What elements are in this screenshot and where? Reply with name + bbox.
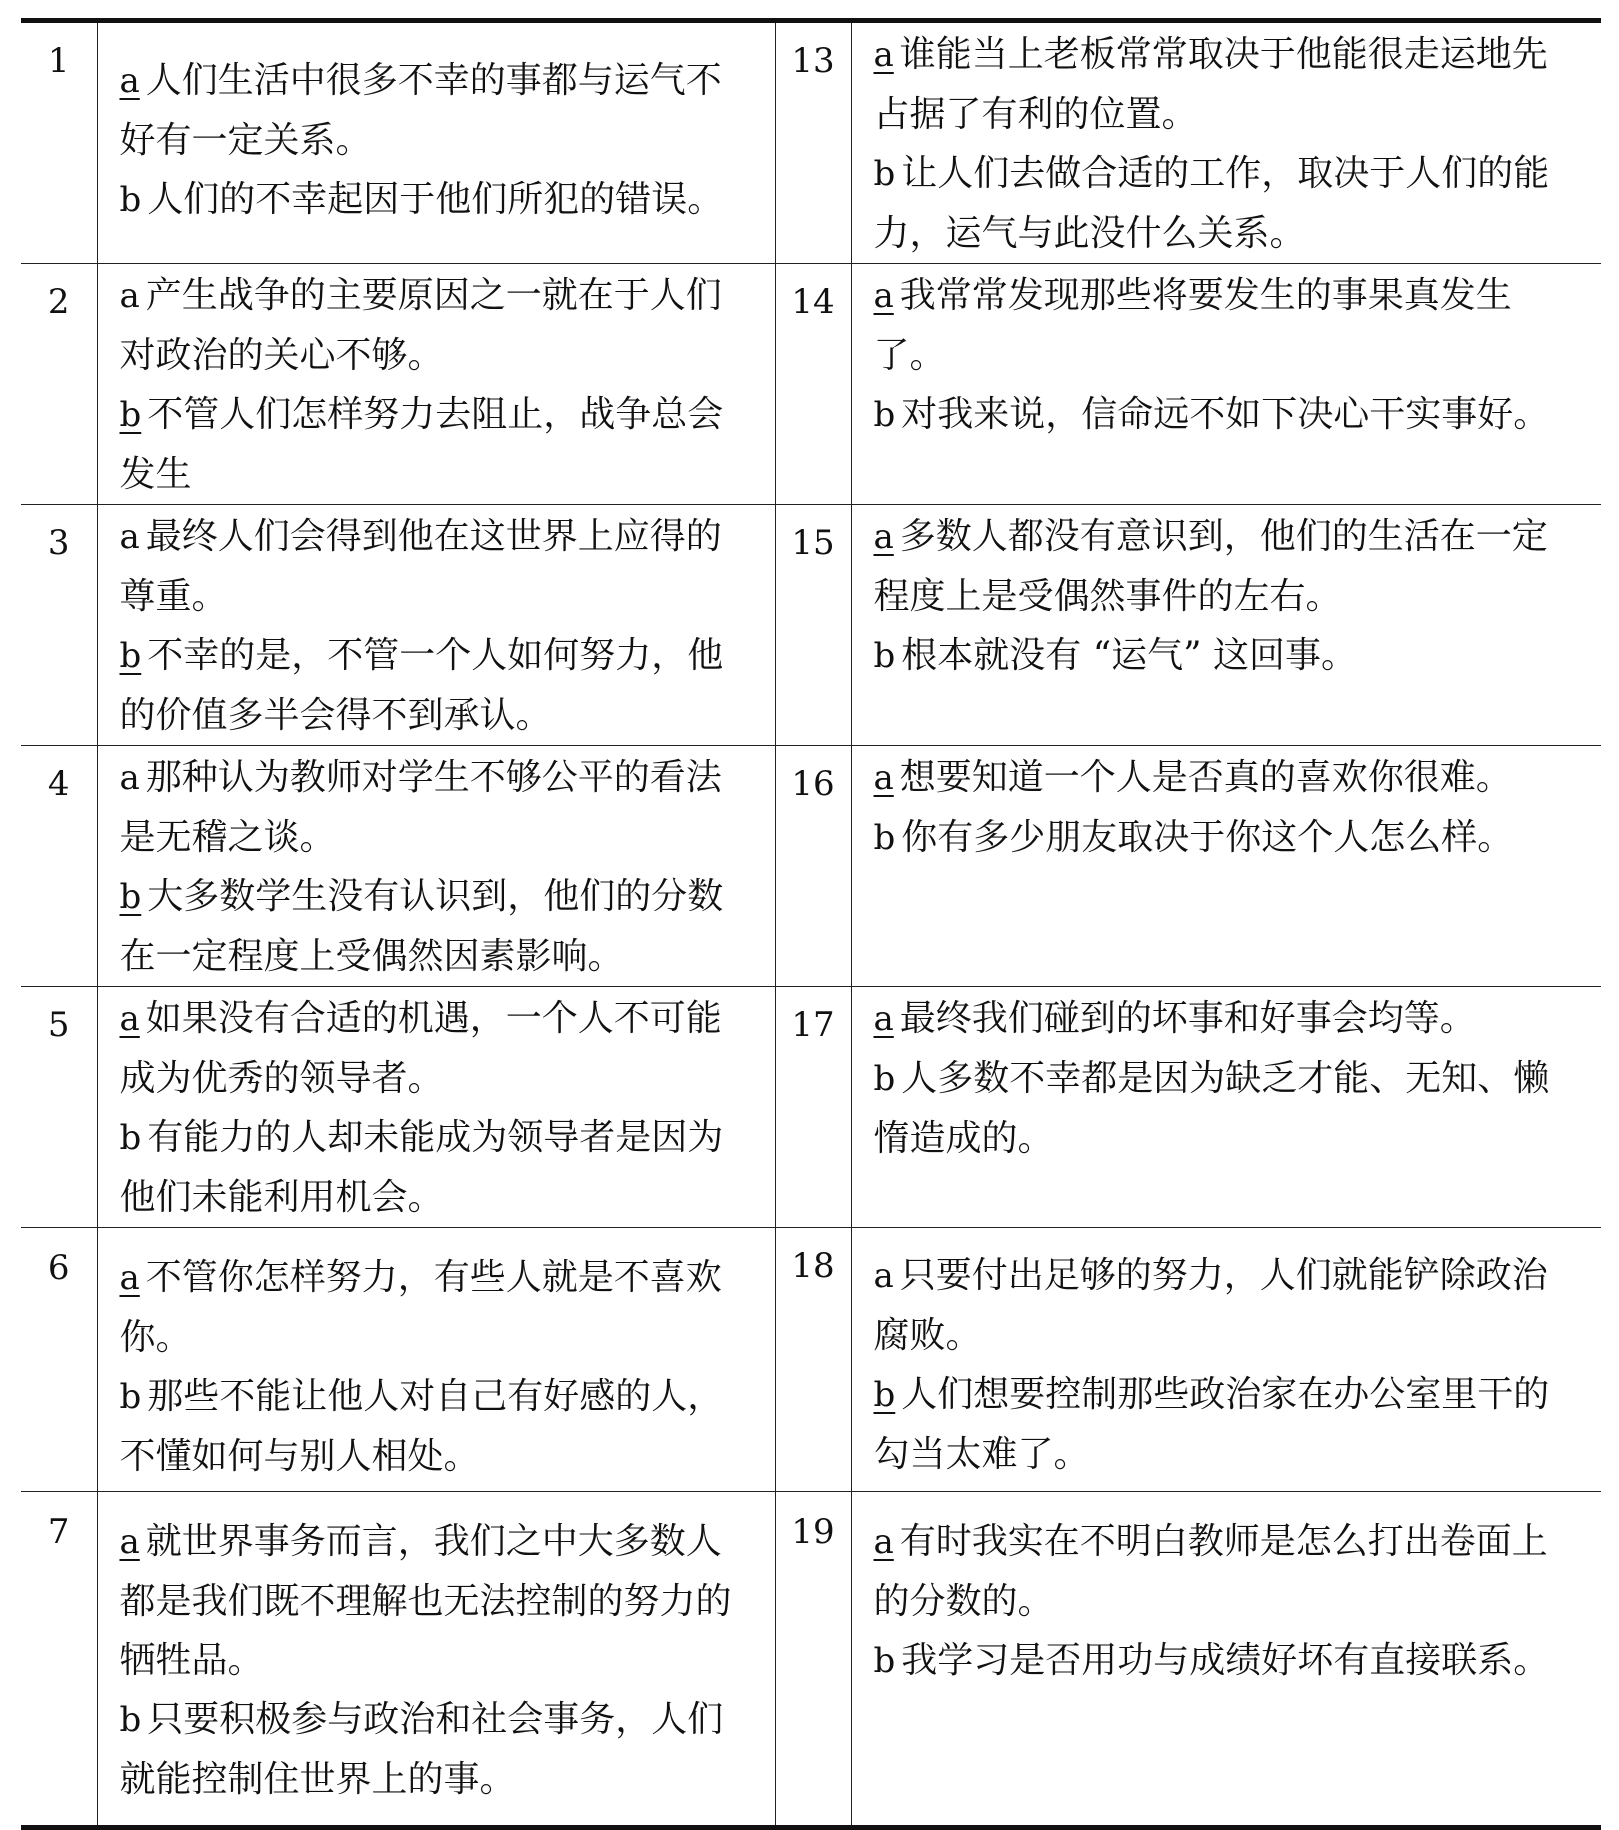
option-a[interactable] — [120, 1512, 755, 1690]
question-number: 15 — [775, 505, 851, 746]
option-b[interactable] — [120, 626, 755, 745]
option-text-a: 我常常发现那些将要发生的事果真发生了。 — [873, 275, 1512, 376]
option-b[interactable] — [120, 1690, 755, 1809]
option-letter-a: a — [873, 276, 894, 316]
option-text-a: 如果没有合适的机遇，一个人不可能成为优秀的领导者。 — [119, 998, 722, 1099]
option-text-a: 那种认为教师对学生不够公平的看法是无稽之谈。 — [119, 757, 722, 858]
option-a[interactable] — [874, 989, 1582, 1049]
option-text-b: 人们想要控制那些政治家在办公室里干的勾当太难了。 — [873, 1374, 1550, 1475]
question-options — [851, 1492, 1601, 1828]
option-text-a: 就世界事务而言，我们之中大多数人都是我们既不理解也无法控制的努力的牺牲品。 — [119, 1521, 732, 1681]
option-letter-b: b — [119, 395, 142, 435]
question-number: 17 — [775, 987, 851, 1228]
option-letter-a: a — [873, 999, 894, 1039]
option-letter-b: b — [119, 180, 142, 220]
option-b[interactable] — [120, 1108, 755, 1227]
option-a[interactable] — [874, 25, 1582, 144]
option-letter-a: a — [873, 1256, 894, 1296]
option-text-b: 大多数学生没有认识到，他们的分数在一定程度上受偶然因素影响。 — [119, 876, 724, 977]
option-text-b: 不幸的是，不管一个人如何努力，他的价值多半会得不到承认。 — [119, 635, 724, 736]
option-b[interactable] — [874, 1631, 1582, 1691]
option-text-b: 让人们去做合适的工作，取决于人们的能力，运气与此没什么关系。 — [873, 153, 1550, 254]
option-b[interactable] — [874, 808, 1582, 868]
option-a[interactable] — [874, 1246, 1582, 1365]
option-b[interactable] — [120, 385, 755, 504]
option-a[interactable] — [874, 266, 1582, 385]
option-letter-b: b — [873, 154, 896, 194]
question-options — [851, 264, 1601, 505]
questionnaire-table-wrapper — [21, 18, 1601, 1830]
question-number: 14 — [775, 264, 851, 505]
question-number: 3 — [21, 505, 97, 746]
option-b[interactable] — [874, 1365, 1582, 1484]
option-letter-b: b — [873, 1375, 896, 1415]
option-a[interactable] — [120, 266, 755, 385]
table-row — [21, 264, 1601, 505]
option-b[interactable] — [874, 1049, 1582, 1168]
option-a[interactable] — [874, 748, 1582, 808]
question-options — [851, 21, 1601, 264]
table-row — [21, 746, 1601, 987]
option-letter-a: a — [119, 1522, 140, 1562]
question-options — [851, 1228, 1601, 1492]
option-letter-a: a — [119, 61, 140, 101]
option-text-b: 你有多少朋友取决于你这个人怎么样。 — [901, 817, 1514, 858]
option-letter-b: b — [873, 1641, 896, 1681]
question-number: 7 — [21, 1492, 97, 1828]
question-options — [97, 987, 775, 1228]
question-number: 1 — [21, 21, 97, 264]
question-number: 2 — [21, 264, 97, 505]
option-text-b: 那些不能让他人对自己有好感的人，不懂如何与别人相处。 — [119, 1376, 724, 1477]
question-number: 5 — [21, 987, 97, 1228]
option-letter-a: a — [119, 758, 140, 798]
option-letter-a: a — [119, 517, 140, 557]
table-row — [21, 1228, 1601, 1492]
option-b[interactable] — [120, 867, 755, 986]
option-text-a: 最终我们碰到的坏事和好事会均等。 — [899, 998, 1476, 1039]
option-letter-a: a — [873, 1522, 894, 1562]
option-text-a: 谁能当上老板常常取决于他能很走运地先占据了有利的位置。 — [873, 34, 1548, 135]
option-a[interactable] — [874, 1512, 1582, 1631]
option-a[interactable] — [120, 507, 755, 626]
question-options — [97, 21, 775, 264]
question-options — [97, 1228, 775, 1492]
option-letter-a: a — [873, 758, 894, 798]
option-text-a: 产生战争的主要原因之一就在于人们对政治的关心不够。 — [119, 275, 722, 376]
option-text-b: 不管人们怎样努力去阻止，战争总会发生 — [119, 394, 724, 495]
question-options — [97, 746, 775, 987]
option-letter-b: b — [119, 877, 142, 917]
option-text-a: 有时我实在不明白教师是怎么打出卷面上的分数的。 — [873, 1521, 1548, 1622]
option-a[interactable] — [120, 1248, 755, 1367]
question-number: 18 — [775, 1228, 851, 1492]
option-text-b: 人多数不幸都是因为缺乏才能、无知、懒惰造成的。 — [873, 1058, 1550, 1159]
table-row — [21, 987, 1601, 1228]
option-letter-b: b — [873, 818, 896, 858]
option-letter-a: a — [873, 35, 894, 75]
option-text-a: 最终人们会得到他在这世界上应得的尊重。 — [119, 516, 722, 617]
option-a[interactable] — [120, 748, 755, 867]
option-text-b: 人们的不幸起因于他们所犯的错误。 — [147, 179, 724, 220]
option-b[interactable] — [874, 385, 1582, 445]
option-letter-b: b — [873, 1059, 896, 1099]
option-b[interactable] — [120, 1367, 755, 1486]
option-text-b: 只要积极参与政治和社会事务，人们就能控制住世界上的事。 — [119, 1699, 724, 1800]
table-row — [21, 1492, 1601, 1828]
question-number: 13 — [775, 21, 851, 264]
question-options — [851, 746, 1601, 987]
questionnaire-table — [21, 18, 1601, 1830]
option-text-b: 对我来说，信命远不如下决心干实事好。 — [901, 394, 1550, 435]
question-options — [97, 264, 775, 505]
option-text-a: 多数人都没有意识到，他们的生活在一定程度上是受偶然事件的左右。 — [873, 516, 1548, 617]
question-options — [851, 505, 1601, 746]
question-options — [97, 1492, 775, 1828]
option-b[interactable] — [120, 170, 755, 230]
option-text-a: 不管你怎样努力，有些人就是不喜欢你。 — [119, 1257, 722, 1358]
option-letter-b: b — [119, 636, 142, 676]
option-text-a: 人们生活中很多不幸的事都与运气不好有一定关系。 — [119, 60, 722, 161]
option-b[interactable] — [874, 144, 1582, 263]
option-letter-a: a — [119, 999, 140, 1039]
option-letter-b: b — [119, 1118, 142, 1158]
question-number: 6 — [21, 1228, 97, 1492]
table-row — [21, 21, 1601, 264]
option-b[interactable] — [874, 626, 1582, 686]
table-row — [21, 505, 1601, 746]
option-text-b: 有能力的人却未能成为领导者是因为他们未能利用机会。 — [119, 1117, 724, 1218]
option-letter-a: a — [873, 517, 894, 557]
question-options — [851, 987, 1601, 1228]
option-text-a: 想要知道一个人是否真的喜欢你很难。 — [899, 757, 1512, 798]
option-letter-a: a — [119, 276, 140, 316]
question-options — [97, 505, 775, 746]
option-a[interactable] — [874, 507, 1582, 626]
option-a[interactable] — [120, 51, 755, 170]
option-letter-b: b — [873, 395, 896, 435]
option-text-a: 只要付出足够的努力，人们就能铲除政治腐败。 — [873, 1255, 1548, 1356]
option-letter-a: a — [119, 1258, 140, 1298]
option-text-b: 根本就没有 “运气” 这回事。 — [901, 635, 1357, 676]
option-a[interactable] — [120, 989, 755, 1108]
question-number: 19 — [775, 1492, 851, 1828]
questionnaire-table-body — [21, 21, 1601, 1828]
option-letter-b: b — [873, 636, 896, 676]
question-number: 4 — [21, 746, 97, 987]
question-number: 16 — [775, 746, 851, 987]
option-letter-b: b — [119, 1700, 142, 1740]
option-text-b: 我学习是否用功与成绩好坏有直接联系。 — [901, 1640, 1550, 1681]
option-letter-b: b — [119, 1377, 142, 1417]
